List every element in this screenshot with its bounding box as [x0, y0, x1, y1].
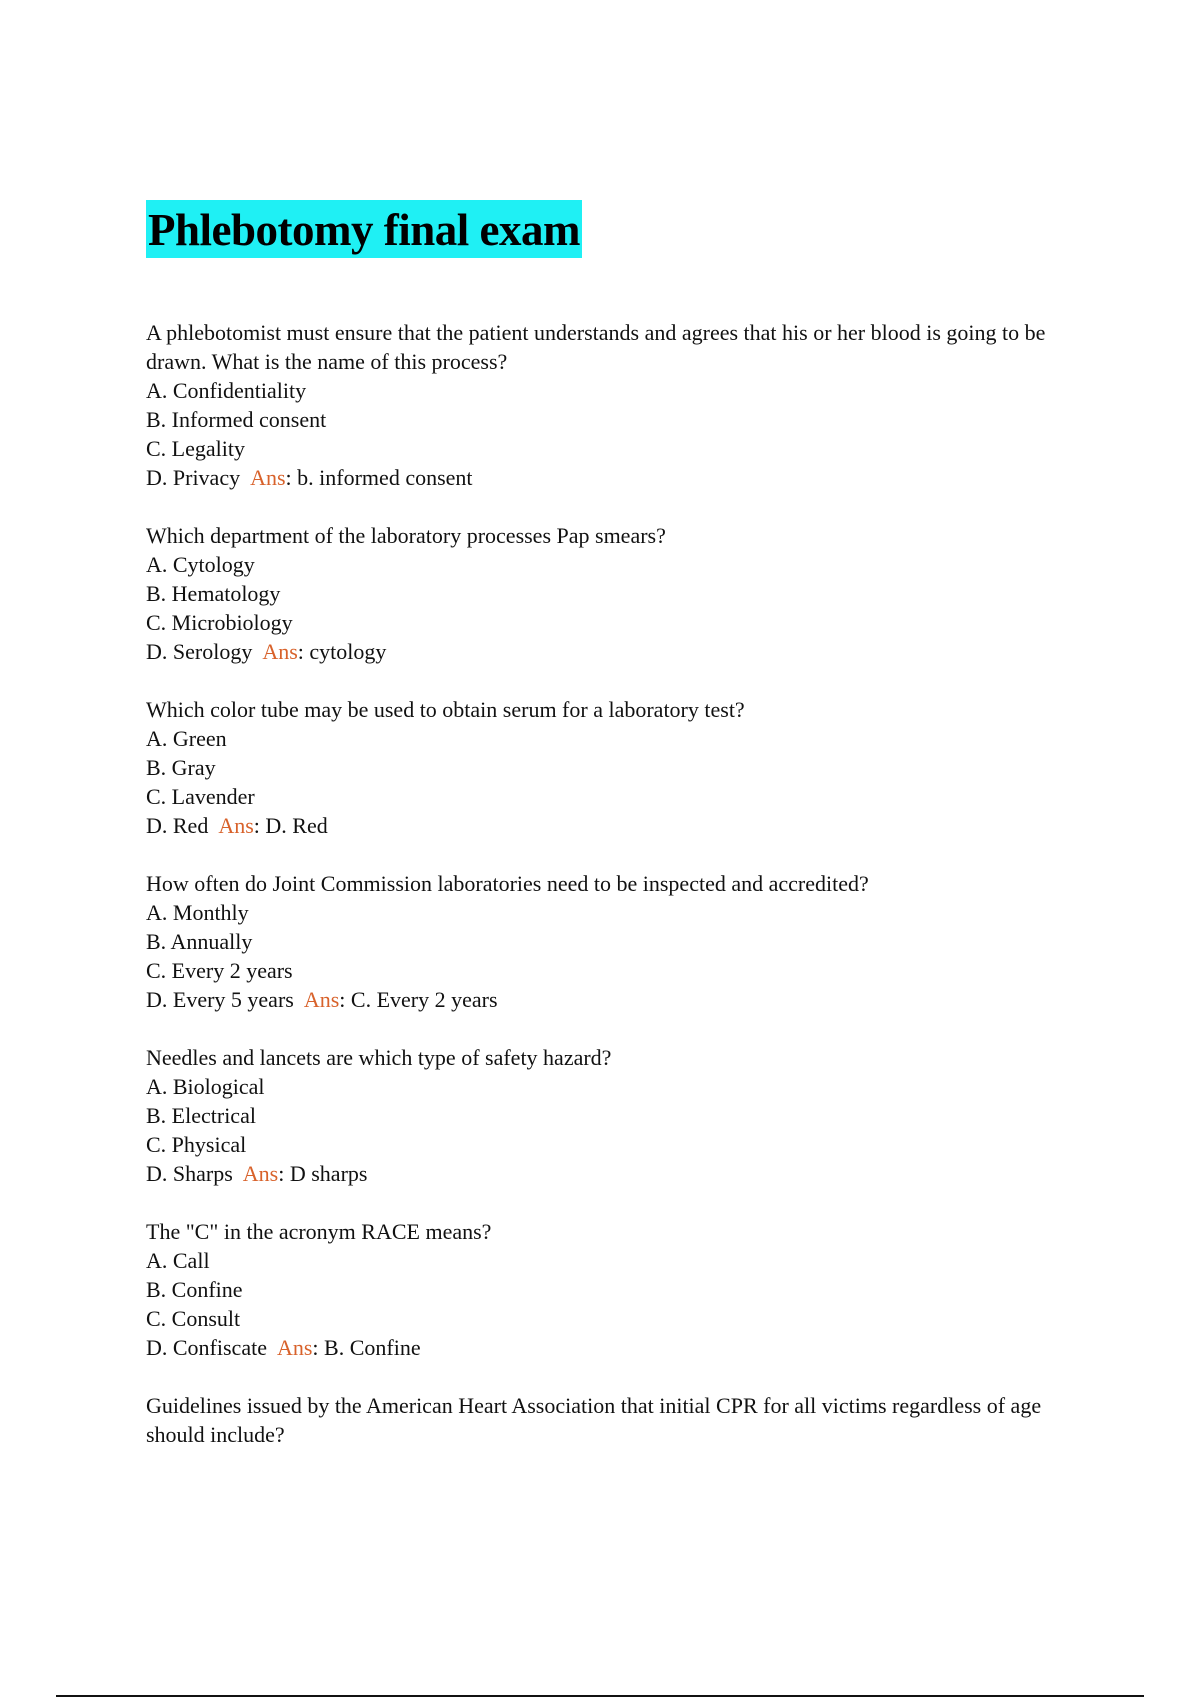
answer-value: B. Confine — [324, 1335, 421, 1360]
answer-label: Ans — [218, 813, 254, 838]
answer-option: B. Electrical — [146, 1103, 256, 1128]
question-text: Which department of the laboratory processes Pap smears? — [146, 523, 666, 548]
answer-option: D. Sharps — [146, 1161, 233, 1186]
answer-option: D. Confiscate — [146, 1335, 267, 1360]
answer-value: D sharps — [289, 1161, 368, 1186]
answer-option: C. Lavender — [146, 784, 255, 809]
answer-line — [146, 463, 1096, 492]
answer-option: B. Informed consent — [146, 407, 327, 432]
question-block — [146, 1391, 1096, 1449]
question-list — [146, 318, 1096, 1449]
answer-option: A. Cytology — [146, 552, 255, 577]
footer-divider — [56, 1695, 1144, 1697]
question-block — [146, 869, 1096, 1014]
answer-value: D. Red — [265, 813, 328, 838]
answer-key: Ans: b. informed consent — [250, 465, 473, 490]
answer-option: D. Serology — [146, 639, 253, 664]
answer-option: A. Call — [146, 1248, 210, 1273]
question-block — [146, 1043, 1096, 1188]
answer-label: Ans — [262, 639, 298, 664]
answer-label: Ans — [276, 1335, 313, 1360]
answer-option: A. Biological — [146, 1074, 265, 1099]
answer-option: C. Consult — [146, 1306, 241, 1331]
answer-option: D. Every 5 years — [146, 987, 294, 1012]
answer-option: D. Red — [146, 813, 209, 838]
question-text: Guidelines issued by the American Heart Association that initial CPR for all victims regardless of age should include? — [146, 1393, 1042, 1447]
answer-key: Ans: cytology — [262, 639, 387, 664]
answer-key: Ans: D. Red — [218, 813, 328, 838]
answer-line — [146, 637, 1096, 666]
question-text: Needles and lancets are which type of safety hazard? — [146, 1045, 612, 1070]
answer-option: B. Gray — [146, 755, 216, 780]
answer-option: C. Legality — [146, 436, 245, 461]
question-block — [146, 1217, 1096, 1362]
answer-key: Ans: C. Every 2 years — [303, 987, 498, 1012]
question-text: The "C" in the acronym RACE means? — [146, 1219, 492, 1244]
answer-value: C. Every 2 years — [350, 987, 498, 1012]
page-title: Phlebotomy final exam — [146, 200, 582, 258]
question-block — [146, 521, 1096, 666]
answer-option: C. Microbiology — [146, 610, 293, 635]
answer-option: A. Confidentiality — [146, 378, 307, 403]
answer-label: Ans — [250, 465, 286, 490]
answer-option: C. Physical — [146, 1132, 247, 1157]
question-block — [146, 695, 1096, 840]
answer-option: B. Confine — [146, 1277, 243, 1302]
answer-line — [146, 811, 1096, 840]
answer-option: B. Hematology — [146, 581, 281, 606]
answer-label: Ans — [242, 1161, 279, 1186]
answer-line — [146, 985, 1096, 1014]
answer-option: D. Privacy — [146, 465, 241, 490]
answer-option: C. Every 2 years — [146, 958, 293, 983]
answer-value: b. informed consent — [297, 465, 473, 490]
answer-label: Ans — [303, 987, 340, 1012]
answer-value: cytology — [309, 639, 387, 664]
answer-option: A. Monthly — [146, 900, 249, 925]
answer-option: B. Annually — [146, 929, 253, 954]
answer-line — [146, 1159, 1096, 1188]
answer-line — [146, 1333, 1096, 1362]
question-block — [146, 318, 1096, 492]
answer-key: Ans: D sharps — [242, 1161, 368, 1186]
question-text: How often do Joint Commission laboratories need to be inspected and accredited? — [146, 871, 869, 896]
question-text: A phlebotomist must ensure that the patient understands and agrees that his or her blood is going to be drawn. What is the name of this process? — [146, 320, 1046, 374]
answer-option: A. Green — [146, 726, 227, 751]
answer-key: Ans: B. Confine — [276, 1335, 421, 1360]
question-text: Which color tube may be used to obtain serum for a laboratory test? — [146, 697, 745, 722]
